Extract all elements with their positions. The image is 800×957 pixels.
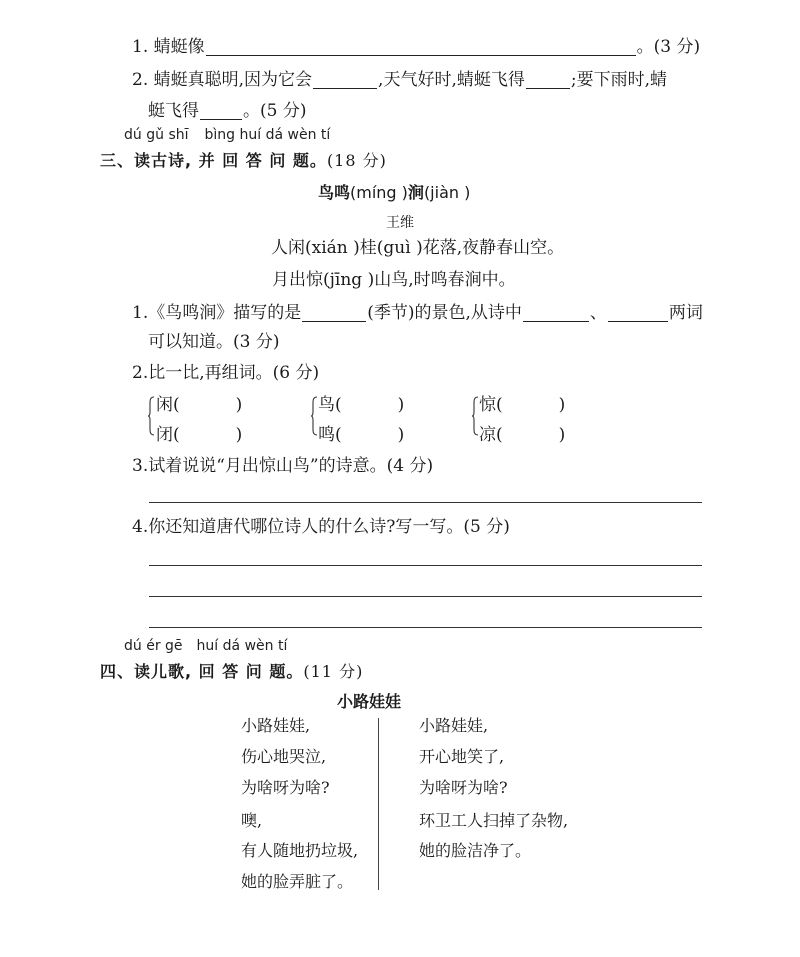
question-text: 试着说说“月出惊山鸟”的诗意。(4 分) [148, 456, 434, 476]
song-right-line: 她的脸洁净了。 [419, 841, 532, 860]
question-number: 4. [132, 517, 149, 537]
answer-blank[interactable] [608, 303, 668, 322]
question-2-1 [132, 37, 700, 56]
answer-line[interactable] [149, 565, 702, 566]
question-text: 、 [589, 303, 607, 323]
question-text: 《鸟鸣涧》描写的是 [148, 303, 302, 323]
brace-icon [472, 396, 479, 436]
question-text: 两词 [668, 303, 703, 323]
song-left-line: 她的脸弄脏了。 [241, 872, 354, 891]
section-3-pinyin: dú gǔ shī bìng huí dá wèn tí [124, 127, 331, 143]
brace-icon [148, 396, 155, 436]
question-number: 2. [132, 363, 149, 383]
section-points: (18 分) [326, 151, 387, 170]
section-4-heading [100, 659, 363, 682]
question-number: 1. [132, 303, 149, 323]
poem-author: 王维 [386, 215, 414, 231]
section-title: 四、读儿歌, 回 答 问 题。 [100, 662, 304, 681]
compare-word-1-top[interactable]: 闲( ) [156, 395, 243, 415]
section-3-heading [100, 148, 387, 171]
question-number: 1. [132, 37, 149, 57]
question-text: ;要下雨时,蜻 [570, 70, 667, 90]
compare-word-3-bottom[interactable]: 凉( ) [479, 425, 566, 445]
answer-line[interactable] [149, 627, 702, 628]
answer-blank[interactable] [206, 37, 636, 56]
question-2-2-line1 [132, 70, 667, 89]
poem-title: 鸟鸣(míng )涧(jiàn ) [318, 183, 471, 202]
song-left-line: 为啥呀为啥? [241, 778, 330, 797]
question-text: ,天气好时,蜻蜓飞得 [378, 70, 525, 90]
question-3-4 [132, 519, 510, 536]
song-right-line: 开心地笑了, [419, 747, 505, 766]
song-title: 小路娃娃 [337, 692, 402, 711]
compare-word-2-bottom[interactable]: 鸣( ) [318, 425, 405, 445]
poem-line-1: 人闲(xián )桂(guì )花落,夜静春山空。 [271, 238, 565, 258]
question-3-1-line2: 可以知道。(3 分) [148, 332, 280, 352]
answer-line[interactable] [149, 596, 702, 597]
section-title: 三、读古诗, 并 回 答 问 题。 [100, 151, 327, 170]
song-left-line: 伤心地哭泣, [241, 747, 327, 766]
question-number: 2. [132, 70, 149, 90]
answer-blank[interactable] [526, 70, 570, 89]
answer-blank[interactable] [313, 70, 377, 89]
question-text: (季节)的景色,从诗中 [367, 303, 522, 323]
answer-blank[interactable] [200, 101, 242, 120]
song-left-line: 噢, [241, 811, 263, 830]
brace-icon [311, 396, 318, 436]
column-divider [378, 718, 379, 890]
compare-word-1-bottom[interactable]: 闭( ) [156, 425, 243, 445]
question-text: 蜓飞得 [148, 101, 199, 121]
section-points: (11 分) [303, 662, 364, 681]
question-text: 你还知道唐代哪位诗人的什么诗?写一写。(5 分) [148, 517, 510, 537]
answer-blank[interactable] [523, 303, 589, 322]
poem-line-2: 月出惊(jīng )山鸟,时鸣春涧中。 [272, 270, 516, 290]
compare-word-3-top[interactable]: 惊( ) [479, 395, 566, 415]
song-right-line: 环卫工人扫掉了杂物, [419, 811, 569, 830]
question-3-1-line1 [132, 303, 703, 322]
question-points: 。(3 分) [636, 37, 701, 57]
question-number: 3. [132, 456, 149, 476]
song-right-line: 为啥呀为啥? [419, 778, 508, 797]
song-left-line: 有人随地扔垃圾, [241, 841, 359, 860]
question-text: 蜻蜓像 [153, 37, 205, 57]
question-3-2 [132, 365, 319, 382]
question-text: 蜻蜓真聪明,因为它会 [153, 70, 313, 90]
answer-line[interactable] [149, 502, 702, 503]
question-3-3 [132, 458, 433, 475]
question-text: 比一比,再组词。(6 分) [148, 363, 320, 383]
answer-blank[interactable] [302, 303, 366, 322]
song-right-line: 小路娃娃, [419, 716, 489, 735]
section-4-pinyin: dú ér gē huí dá wèn tí [124, 638, 288, 654]
question-2-2-line2 [148, 101, 306, 120]
compare-word-2-top[interactable]: 鸟( ) [318, 395, 405, 415]
song-left-line: 小路娃娃, [241, 716, 311, 735]
question-points: 。(5 分) [243, 101, 307, 121]
